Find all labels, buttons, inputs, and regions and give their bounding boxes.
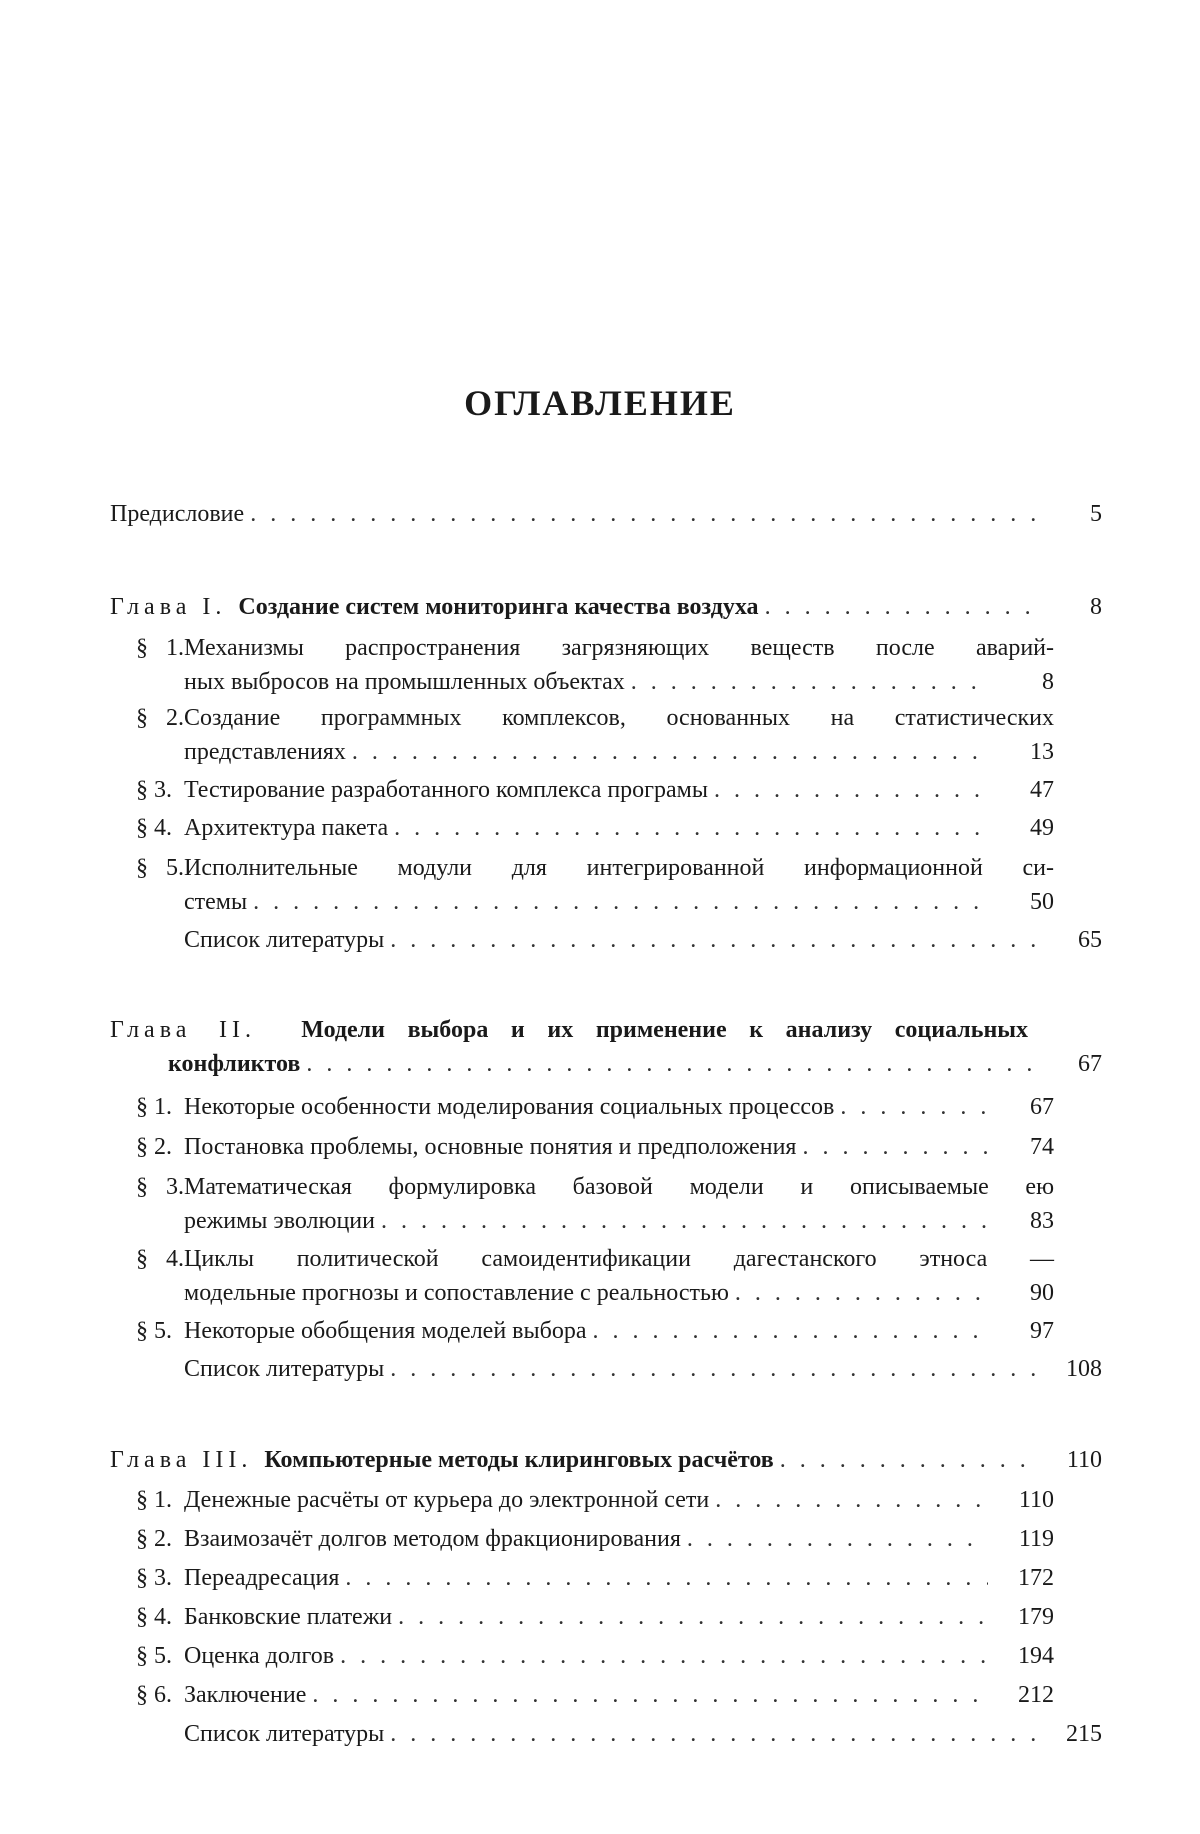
page-number: 47 xyxy=(1030,777,1054,803)
section-title: Некоторые особенности моделирования социальных процессов xyxy=(184,1094,835,1120)
section-entry xyxy=(110,1090,1128,1124)
section-entry xyxy=(110,1130,1128,1164)
section-title: Создание программных комплексов, основанных на статистических xyxy=(184,705,1054,731)
section-entry xyxy=(110,811,1128,845)
chapter-label: Глава I. xyxy=(110,594,227,620)
section-number: § 5. xyxy=(136,1318,172,1344)
section-entry xyxy=(110,851,1128,919)
section-entry xyxy=(110,773,1128,807)
chapter-title-continued: конфликтов xyxy=(168,1051,301,1077)
chapter-title: Модели выбора и их применение к анализу социальных xyxy=(301,1017,1029,1043)
section-number: § 2. xyxy=(136,1134,172,1160)
section-entry xyxy=(110,701,1128,769)
section-number: § 2. xyxy=(136,1526,172,1552)
section-title: Взаимозачёт долгов методом фракционирования xyxy=(184,1526,681,1552)
page-number: 13 xyxy=(1030,739,1054,765)
section-entry xyxy=(110,1483,1128,1517)
section-title: Тестирование разработанного комплекса програмы xyxy=(184,777,708,803)
section-number: § 5. xyxy=(136,1643,172,1669)
chapter-label: Глава II. xyxy=(110,1017,256,1043)
section-title-continued: модельные прогнозы и сопоставление с реальностью xyxy=(184,1280,729,1306)
toc-entry-preface xyxy=(110,497,1102,531)
section-title-continued: представлениях xyxy=(184,739,346,765)
section-title: Архитектура пакета xyxy=(184,815,389,841)
section-title-continued: режимы эволюции xyxy=(184,1208,375,1234)
section-entry xyxy=(110,1170,1128,1238)
page-number: 74 xyxy=(1030,1134,1054,1160)
literature-label: Список литературы xyxy=(184,1721,385,1747)
section-entry xyxy=(110,1639,1128,1673)
section-title: Оценка долгов xyxy=(184,1643,335,1669)
section-title: Математическая формулировка базовой модели и описываемые ею xyxy=(184,1174,1054,1200)
section-number: § 1. xyxy=(136,635,184,661)
chapter-heading-2 xyxy=(110,1013,1102,1081)
page-number: 110 xyxy=(1066,1447,1102,1473)
section-number: § 3. xyxy=(136,1565,172,1591)
section-title: Постановка проблемы, основные понятия и предположения xyxy=(184,1134,797,1160)
page-number: 97 xyxy=(1030,1318,1054,1344)
page-number: 8 xyxy=(1042,669,1054,695)
section-title: Денежные расчёты от курьера до электронной сети xyxy=(184,1487,710,1513)
section-number: § 3. xyxy=(136,777,172,803)
page-number: 110 xyxy=(1018,1487,1054,1513)
page-number: 119 xyxy=(1018,1526,1054,1552)
page-number: 194 xyxy=(1018,1643,1054,1669)
page-number: 215 xyxy=(1066,1721,1102,1747)
section-entry xyxy=(110,1314,1128,1348)
section-number: § 5. xyxy=(136,855,184,881)
section-title: Заключение xyxy=(184,1682,307,1708)
literature-label: Список литературы xyxy=(184,927,385,953)
section-title: Циклы политической самоидентификации дагестанского этноса — xyxy=(184,1246,1054,1272)
page-number: 65 xyxy=(1078,927,1102,953)
section-number: § 4. xyxy=(136,1604,172,1630)
section-entry xyxy=(110,1242,1128,1310)
page-number: 212 xyxy=(1018,1682,1054,1708)
chapter-heading-3 xyxy=(110,1443,1102,1477)
literature-entry xyxy=(110,1717,1102,1751)
section-title: Банковские платежи xyxy=(184,1604,393,1630)
page-number: 5 xyxy=(1090,501,1102,527)
section-number: § 3. xyxy=(136,1174,184,1200)
section-title-continued: ных выбросов на промышленных объектах xyxy=(184,669,625,695)
page-number: 67 xyxy=(1078,1051,1102,1077)
chapter-heading-1 xyxy=(110,590,1102,624)
literature-label: Список литературы xyxy=(184,1356,385,1382)
chapter-title: Создание систем мониторинга качества воздуха xyxy=(238,594,759,620)
section-number: § 4. xyxy=(136,815,172,841)
page-number: 8 xyxy=(1090,594,1102,620)
section-number: § 6. xyxy=(136,1682,172,1708)
section-entry xyxy=(110,631,1128,699)
literature-entry xyxy=(110,923,1102,957)
page-number: 50 xyxy=(1030,889,1054,915)
literature-entry xyxy=(110,1352,1102,1386)
section-title-continued: стемы xyxy=(184,889,248,915)
page-number: 172 xyxy=(1018,1565,1054,1591)
page-number: 108 xyxy=(1066,1356,1102,1382)
section-number: § 1. xyxy=(136,1487,172,1513)
chapter-title: Компьютерные методы клиринговых расчётов xyxy=(264,1447,774,1473)
section-entry xyxy=(110,1522,1128,1556)
section-title: Механизмы распространения загрязняющих веществ после аварий- xyxy=(184,635,1054,661)
section-entry xyxy=(110,1561,1128,1595)
page-number: 83 xyxy=(1030,1208,1054,1234)
page-number: 90 xyxy=(1030,1280,1054,1306)
section-title: Переадресация xyxy=(184,1565,340,1591)
section-number: § 1. xyxy=(136,1094,172,1120)
section-number: § 2. xyxy=(136,705,184,731)
section-entry xyxy=(110,1600,1128,1634)
section-title: Исполнительные модули для интегрированной информационной си- xyxy=(184,855,1054,881)
page-title: ОГЛАВЛЕНИЕ xyxy=(464,383,736,423)
page-number: 179 xyxy=(1018,1604,1054,1630)
section-title: Некоторые обобщения моделей выбора xyxy=(184,1318,587,1344)
section-number: § 4. xyxy=(136,1246,184,1272)
chapter-label: Глава III. xyxy=(110,1447,253,1473)
preface-label: Предисловие xyxy=(110,501,245,527)
page-number: 67 xyxy=(1030,1094,1054,1120)
page-number: 49 xyxy=(1030,815,1054,841)
section-entry xyxy=(110,1678,1128,1712)
